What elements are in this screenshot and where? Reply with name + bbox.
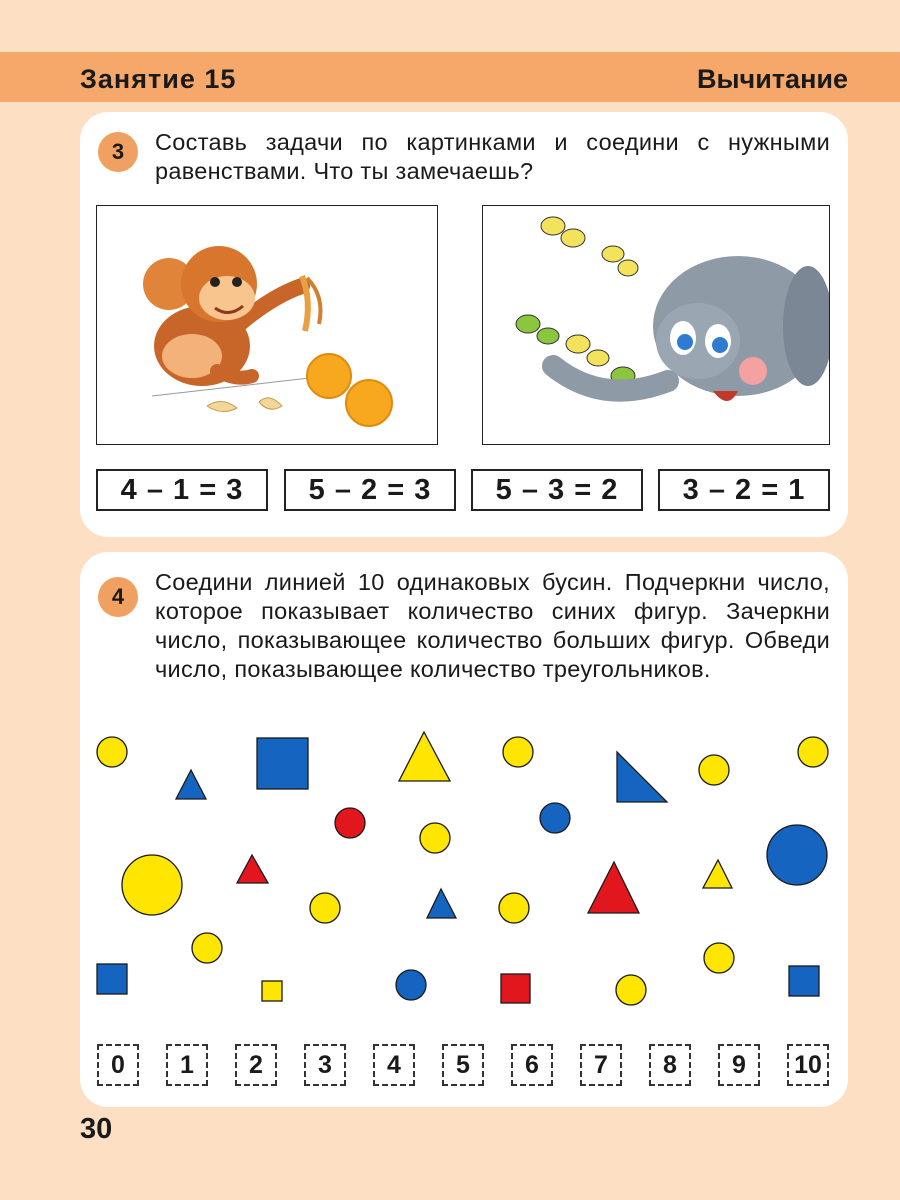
elephant-picture [482, 205, 830, 445]
equation-4: 3 – 2 = 1 [658, 469, 830, 511]
number-box-3: 3 [304, 1044, 346, 1086]
monkey-illustration [97, 206, 437, 444]
number-box-10: 10 [787, 1044, 829, 1086]
number-box-7: 7 [580, 1044, 622, 1086]
number-box-1: 1 [166, 1044, 208, 1086]
topic-title: Вычитание [697, 64, 848, 94]
number-box-8: 8 [649, 1044, 691, 1086]
equation-3: 5 – 3 = 2 [471, 469, 643, 511]
task3-number: 3 [98, 132, 138, 172]
number-box-9: 9 [718, 1044, 760, 1086]
number-box-2: 2 [235, 1044, 277, 1086]
task4-number: 4 [98, 577, 138, 617]
number-box-6: 6 [511, 1044, 553, 1086]
elephant-illustration [483, 206, 829, 444]
equation-1: 4 – 1 = 3 [96, 469, 268, 511]
number-box-0: 0 [97, 1044, 139, 1086]
equation-2: 5 – 2 = 3 [284, 469, 456, 511]
number-box-5: 5 [442, 1044, 484, 1086]
lesson-title: Занятие 15 [80, 64, 237, 94]
number-box-4: 4 [373, 1044, 415, 1086]
page-number: 30 [80, 1113, 113, 1145]
monkey-picture [96, 205, 438, 445]
task3-text: Составь задачи по картинками и соедини с нужными равенствами. Что ты замечаешь? [155, 129, 830, 184]
task4-text: Соедини линией 10 одинаковых бусин. Подчеркни число, которое показывает количество синих фигур. Зачеркни число, показывающее количество больших фигур. Обведи число, показывающее количество треугольников. [155, 569, 830, 682]
lesson-header [0, 52, 900, 102]
